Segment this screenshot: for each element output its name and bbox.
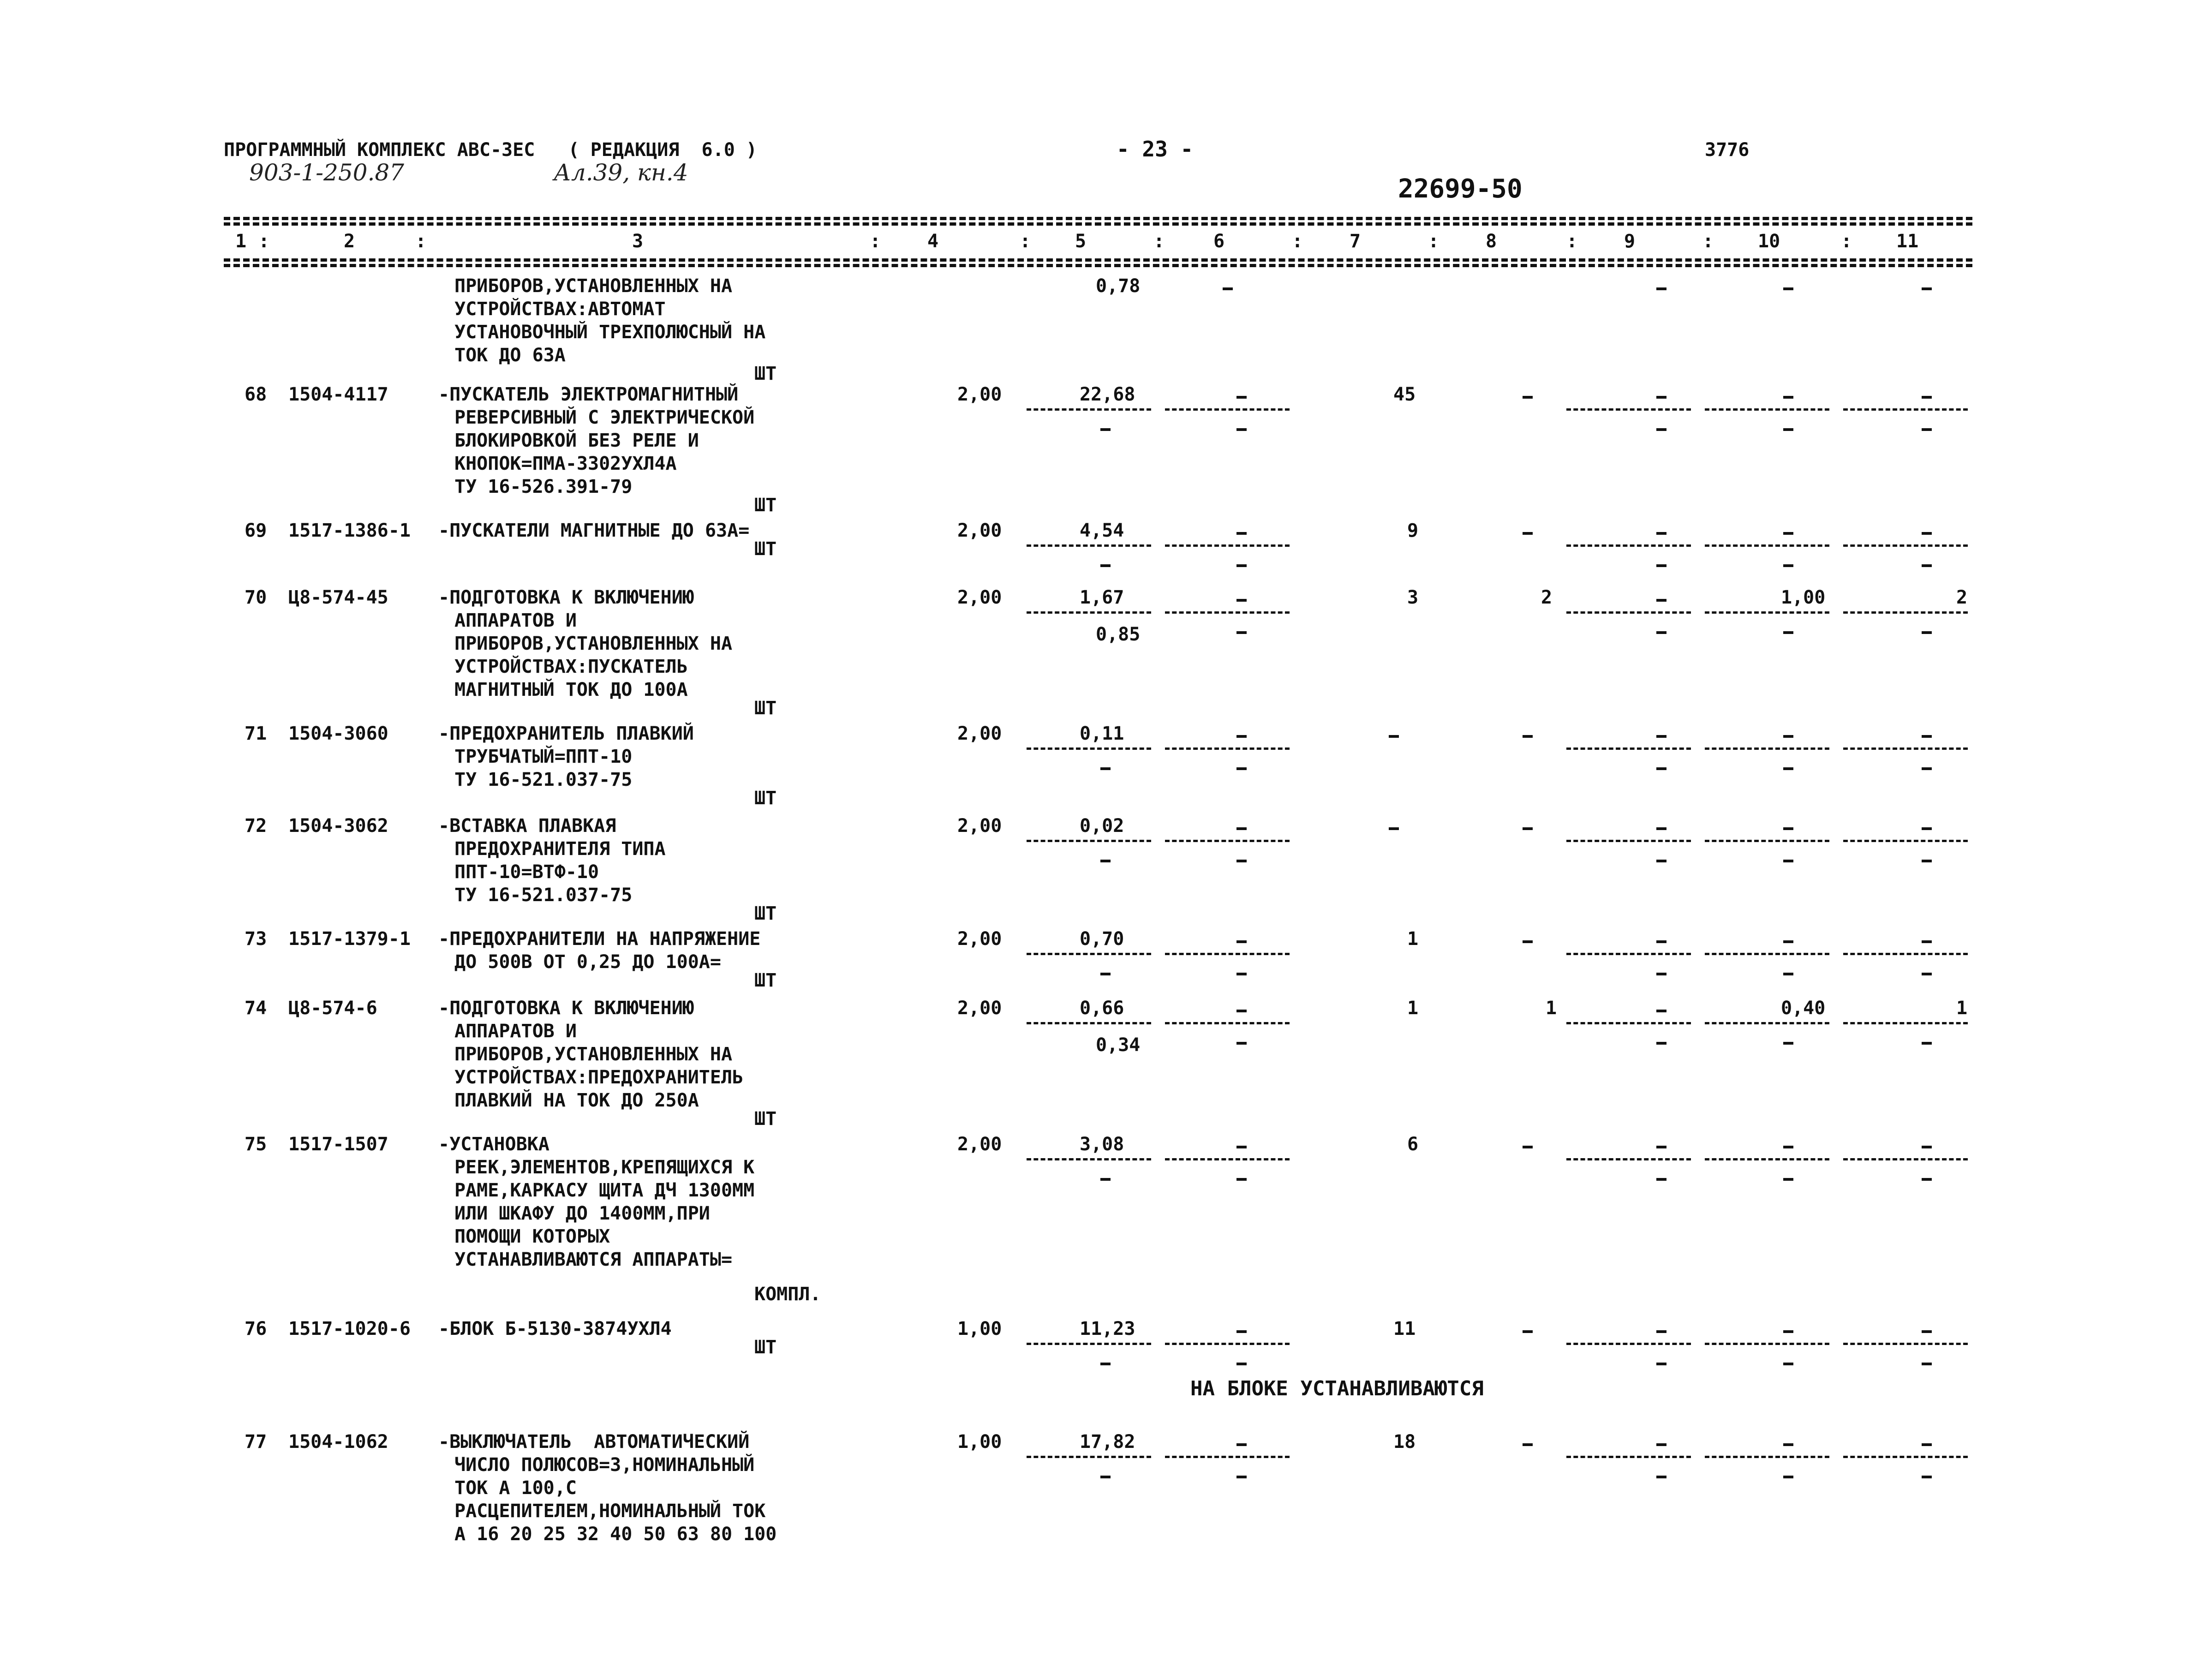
- item-code: 1504-3062: [288, 815, 388, 837]
- dash-mark: [1236, 827, 1247, 830]
- dash-mark: [1656, 1042, 1666, 1045]
- subtotal-rule: [1705, 1343, 1829, 1345]
- description-line: -ПОДГОТОВКА К ВКЛЮЧЕНИЮ: [438, 587, 694, 608]
- cell-col5: 0,70: [1080, 928, 1124, 950]
- item-code: 1517-1507: [288, 1134, 388, 1155]
- column-separator: :: [870, 231, 881, 252]
- row-number: 68: [245, 384, 267, 405]
- dash-mark: [1523, 1146, 1533, 1148]
- dash-mark: [1783, 973, 1793, 975]
- item-code: Ц8-574-45: [288, 587, 388, 608]
- dash-mark: [1100, 1363, 1111, 1365]
- row-number: 75: [245, 1134, 267, 1155]
- cell-col4: 1,00: [957, 1318, 1002, 1339]
- subtotal-rule: [1705, 544, 1829, 547]
- handwritten-album-reference: Ал.39, кн.4: [554, 159, 688, 186]
- description-line: -ПОДГОТОВКА К ВКЛЮЧЕНИЮ: [438, 998, 694, 1019]
- unit-label: ШТ: [754, 1108, 777, 1130]
- subtotal-rule: [1843, 1022, 1968, 1024]
- dash-mark: [1236, 940, 1247, 943]
- dash-mark: [1922, 1330, 1932, 1333]
- dash-mark: [1523, 532, 1533, 535]
- dash-mark: [1783, 860, 1793, 862]
- cell-col5: 1,67: [1080, 587, 1124, 608]
- subtotal-rule: [1566, 747, 1691, 750]
- subtotal-rule: [1843, 408, 1968, 411]
- subtotal-rule: [1843, 1343, 1968, 1345]
- subtotal-rule: [1165, 840, 1290, 842]
- dash-mark: [1236, 1042, 1247, 1045]
- dash-mark: [1236, 973, 1247, 975]
- dash-mark: [1922, 735, 1932, 738]
- header-top-rule: [224, 217, 1972, 220]
- cell-col4: 2,00: [957, 587, 1002, 608]
- subtotal-rule: [1027, 840, 1151, 842]
- cell-col10: 0,40: [1781, 998, 1826, 1019]
- description-line: ТУ 16-521.037-75: [454, 885, 633, 906]
- subtotal-rule: [1705, 953, 1829, 955]
- column-header-8: 8: [1486, 231, 1497, 252]
- description-line: ИЛИ ШКАФУ ДО 1400ММ,ПРИ: [454, 1203, 710, 1224]
- subtotal-rule: [1027, 1456, 1151, 1458]
- cell-col11: 2: [1956, 587, 1968, 608]
- description-line: УСТРОЙСТВАХ:ПУСКАТЕЛЬ: [454, 656, 688, 677]
- cell-col5: 0,66: [1080, 998, 1124, 1019]
- subtotal-rule: [1566, 1456, 1691, 1458]
- description-line: ТРУБЧАТЫЙ=ППТ-10: [454, 746, 633, 767]
- dash-mark: [1656, 631, 1666, 634]
- column-header-11: 11: [1896, 231, 1919, 252]
- item-code: 1517-1379-1: [288, 928, 411, 950]
- cell-col7: 11: [1393, 1318, 1416, 1339]
- dash-mark: [1922, 1042, 1932, 1045]
- dash-mark: [1656, 1010, 1666, 1012]
- dash-mark: [1783, 1363, 1793, 1365]
- column-header-5: 5: [1075, 231, 1087, 252]
- dash-mark: [1922, 973, 1932, 975]
- cell-col11: 1: [1956, 998, 1968, 1019]
- dash-mark: [1922, 396, 1932, 399]
- description-line: ТОК А 100,С: [454, 1477, 577, 1499]
- header-bottom-rule: [224, 258, 1972, 262]
- cell-col7: 45: [1393, 384, 1416, 405]
- column-separator: :: [1153, 231, 1165, 252]
- cell-col4: 1,00: [957, 1431, 1002, 1453]
- dash-mark: [1100, 860, 1111, 862]
- unit-label: ШТ: [754, 788, 777, 809]
- subtotal-rule: [1843, 840, 1968, 842]
- cell-col7: 3: [1407, 587, 1419, 608]
- dash-mark: [1236, 735, 1247, 738]
- column-header-7: 7: [1350, 231, 1361, 252]
- dash-mark: [1100, 1178, 1111, 1181]
- cell-col4: 2,00: [957, 815, 1002, 837]
- column-separator: :: [415, 231, 427, 252]
- dash-mark: [1656, 1178, 1666, 1181]
- subtotal-rule: [1843, 747, 1968, 750]
- item-code: 1517-1386-1: [288, 520, 411, 541]
- dash-mark: [1523, 827, 1533, 830]
- subtotal-rule: [1566, 1022, 1691, 1024]
- subtotal-rule: [1566, 1343, 1691, 1345]
- cell-col5: 0,78: [1096, 275, 1141, 297]
- cell-col7: 1: [1407, 928, 1419, 950]
- subtotal-rule: [1705, 840, 1829, 842]
- description-line: -ПУСКАТЕЛИ МАГНИТНЫЕ ДО 63А=: [438, 520, 750, 541]
- dash-mark: [1236, 1363, 1247, 1365]
- description-line: АППАРАТОВ И: [454, 1021, 577, 1042]
- dash-mark: [1922, 767, 1932, 770]
- subtotal-rule: [1705, 747, 1829, 750]
- subtotal-rule: [1566, 1158, 1691, 1160]
- cell-col4: 2,00: [957, 998, 1002, 1019]
- description-line: РАСЦЕПИТЕЛЕМ,НОМИНАЛЬНЫЙ ТОК: [454, 1501, 766, 1522]
- dash-mark: [1100, 564, 1111, 567]
- cell-col5: 22,68: [1080, 384, 1135, 405]
- cell-col5-second: 0,85: [1096, 624, 1141, 645]
- column-separator: :: [1566, 231, 1578, 252]
- column-separator: :: [1020, 231, 1031, 252]
- subtotal-rule: [1843, 953, 1968, 955]
- dash-mark: [1922, 631, 1932, 634]
- description-line: УСТРОЙСТВАХ:АВТОМАТ: [454, 299, 666, 320]
- description-line: ПРИБОРОВ,УСТАНОВЛЕННЫХ НА: [454, 633, 733, 654]
- cell-col4: 2,00: [957, 1134, 1002, 1155]
- subtotal-rule: [1843, 544, 1968, 547]
- cell-col7: 18: [1393, 1431, 1416, 1453]
- cell-col8: 1: [1546, 998, 1557, 1019]
- cell-col5: 11,23: [1080, 1318, 1135, 1339]
- subtotal-rule: [1566, 408, 1691, 411]
- subtotal-rule: [1165, 953, 1290, 955]
- dash-mark: [1783, 1178, 1793, 1181]
- subtotal-rule: [1165, 1456, 1290, 1458]
- subtotal-rule: [1705, 408, 1829, 411]
- description-line: -БЛОК Б-5130-3874УХЛ4: [438, 1318, 672, 1339]
- subtotal-rule: [1165, 544, 1290, 547]
- row-number: 77: [245, 1431, 267, 1453]
- subtotal-rule: [1027, 953, 1151, 955]
- unit-label: ШТ: [754, 363, 777, 384]
- description-line: ЧИСЛО ПОЛЮСОВ=3,НОМИНАЛЬНЫЙ: [454, 1454, 755, 1476]
- dash-mark: [1236, 631, 1247, 634]
- unit-label: ШТ: [754, 903, 777, 924]
- description-line: ПРЕДОХРАНИТЕЛЯ ТИПА: [454, 838, 666, 860]
- column-header-4: 4: [927, 231, 939, 252]
- subtotal-rule: [1027, 1022, 1151, 1024]
- dash-mark: [1236, 1178, 1247, 1181]
- dash-mark: [1656, 827, 1666, 830]
- dash-mark: [1656, 1363, 1666, 1365]
- dash-mark: [1389, 827, 1399, 830]
- program-title: ПРОГРАММНЫЙ КОМПЛЕКС АВС-3ЕС ( РЕДАКЦИЯ 6.0 ): [224, 139, 757, 161]
- description-line: БЛОКИРОВКОЙ БЕЗ РЕЛЕ И: [454, 430, 699, 451]
- subtotal-rule: [1165, 1158, 1290, 1160]
- subtotal-rule: [1165, 1343, 1290, 1345]
- column-separator: :: [1292, 231, 1303, 252]
- dash-mark: [1783, 532, 1793, 535]
- cell-col4: 2,00: [957, 928, 1002, 950]
- dash-mark: [1523, 1443, 1533, 1446]
- item-code: 1504-1062: [288, 1431, 388, 1453]
- description-line: ПОМОЩИ КОТОРЫХ: [454, 1226, 610, 1247]
- dash-mark: [1922, 1443, 1932, 1446]
- item-code: Ц8-574-6: [288, 998, 377, 1019]
- column-header-1: 1: [235, 231, 247, 252]
- dash-mark: [1922, 428, 1932, 431]
- dash-mark: [1656, 767, 1666, 770]
- dash-mark: [1523, 1330, 1533, 1333]
- subtotal-rule: [1027, 408, 1151, 411]
- dash-mark: [1783, 767, 1793, 770]
- dash-mark: [1656, 973, 1666, 975]
- dash-mark: [1783, 428, 1793, 431]
- subtotal-rule: [1566, 953, 1691, 955]
- subtotal-rule: [1027, 747, 1151, 750]
- cell-col5: 4,54: [1080, 520, 1124, 541]
- dash-mark: [1656, 1146, 1666, 1148]
- dash-mark: [1236, 564, 1247, 567]
- dash-mark: [1523, 940, 1533, 943]
- dash-mark: [1922, 1363, 1932, 1365]
- unit-label: ШТ: [754, 1337, 777, 1358]
- cell-col8: 2: [1541, 587, 1553, 608]
- dash-mark: [1783, 564, 1793, 567]
- description-line: МАГНИТНЫЙ ТОК ДО 100А: [454, 679, 688, 700]
- description-line: А 16 20 25 32 40 50 63 80 100: [454, 1524, 777, 1545]
- sheet-code: 3776: [1705, 139, 1750, 161]
- row-number: 71: [245, 723, 267, 744]
- row-number: 76: [245, 1318, 267, 1339]
- unit-label-kompl: КОМПЛ.: [754, 1284, 821, 1305]
- column-header-3: 3: [632, 231, 644, 252]
- dash-mark: [1100, 428, 1111, 431]
- cell-col4: 2,00: [957, 520, 1002, 541]
- description-line: -ПРЕДОХРАНИТЕЛЬ ПЛАВКИЙ: [438, 723, 694, 744]
- subtotal-rule: [1566, 544, 1691, 547]
- dash-mark: [1656, 396, 1666, 399]
- dash-mark: [1656, 428, 1666, 431]
- column-separator: :: [1702, 231, 1714, 252]
- dash-mark: [1783, 827, 1793, 830]
- dash-mark: [1783, 1330, 1793, 1333]
- description-line: ДО 500В ОТ 0,25 ДО 100А=: [454, 951, 721, 973]
- subtotal-rule: [1165, 408, 1290, 411]
- page-number: - 23 -: [1117, 137, 1194, 161]
- unit-label: ШТ: [754, 495, 777, 516]
- dash-mark: [1656, 287, 1666, 290]
- row-number: 73: [245, 928, 267, 950]
- cell-col5: 0,02: [1080, 815, 1124, 837]
- dash-mark: [1783, 1146, 1793, 1148]
- dash-mark: [1656, 940, 1666, 943]
- description-line: УСТАНАВЛИВАЮТСЯ АППАРАТЫ=: [454, 1249, 733, 1270]
- dash-mark: [1783, 1443, 1793, 1446]
- dash-mark: [1236, 1146, 1247, 1148]
- dash-mark: [1656, 735, 1666, 738]
- dash-mark: [1656, 564, 1666, 567]
- description-line: УСТРОЙСТВАХ:ПРЕДОХРАНИТЕЛЬ: [454, 1067, 744, 1088]
- dash-mark: [1236, 396, 1247, 399]
- column-separator: :: [1841, 231, 1852, 252]
- column-header-10: 10: [1758, 231, 1780, 252]
- subtotal-rule: [1705, 611, 1829, 614]
- dash-mark: [1922, 564, 1932, 567]
- description-line: РЕЕК,ЭЛЕМЕНТОВ,КРЕПЯЩИХСЯ К: [454, 1157, 755, 1178]
- subtotal-rule: [1165, 1022, 1290, 1024]
- subtotal-rule: [1566, 840, 1691, 842]
- dash-mark: [1236, 599, 1247, 602]
- row-number: 70: [245, 587, 267, 608]
- dash-mark: [1100, 973, 1111, 975]
- subtotal-rule: [1705, 1022, 1829, 1024]
- dash-mark: [1236, 1010, 1247, 1012]
- cell-col7: 6: [1407, 1134, 1419, 1155]
- dash-mark: [1656, 532, 1666, 535]
- subtotal-rule: [1027, 544, 1151, 547]
- cell-col4: 2,00: [957, 723, 1002, 744]
- description-line: ТУ 16-526.391-79: [454, 476, 633, 497]
- description-line: -ВСТАВКА ПЛАВКАЯ: [438, 815, 616, 837]
- dash-mark: [1523, 735, 1533, 738]
- dash-mark: [1236, 428, 1247, 431]
- description-line: ТОК ДО 63А: [454, 345, 566, 366]
- description-line: РАМЕ,КАРКАСУ ЩИТА ДЧ 1300ММ: [454, 1180, 755, 1201]
- subtotal-rule: [1566, 611, 1691, 614]
- dash-mark: [1922, 287, 1932, 290]
- dash-mark: [1236, 860, 1247, 862]
- dash-mark: [1223, 287, 1233, 290]
- dash-mark: [1100, 1476, 1111, 1478]
- unit-label: ШТ: [754, 698, 777, 719]
- dash-mark: [1236, 1330, 1247, 1333]
- dash-mark: [1100, 767, 1111, 770]
- subtotal-rule: [1705, 1456, 1829, 1458]
- description-line: ППТ-10=ВТФ-10: [454, 861, 599, 883]
- cell-col7: 1: [1407, 998, 1419, 1019]
- dash-mark: [1922, 940, 1932, 943]
- dash-mark: [1236, 1476, 1247, 1478]
- block-note: НА БЛОКЕ УСТАНАВЛИВАЮТСЯ: [1190, 1377, 1484, 1400]
- row-number: 72: [245, 815, 267, 837]
- dash-mark: [1656, 1443, 1666, 1446]
- description-line: УСТАНОВОЧНЫЙ ТРЕХПОЛЮСНЫЙ НА: [454, 322, 766, 343]
- description-line: -УСТАНОВКА: [438, 1134, 550, 1155]
- subtotal-rule: [1027, 1158, 1151, 1160]
- subtotal-rule: [1165, 611, 1290, 614]
- description-line: -ВЫКЛЮЧАТЕЛЬ АВТОМАТИЧЕСКИЙ: [438, 1431, 750, 1453]
- cell-col10: 1,00: [1781, 587, 1826, 608]
- description-line: ПЛАВКИЙ НА ТОК ДО 250А: [454, 1090, 699, 1111]
- dash-mark: [1783, 396, 1793, 399]
- dash-mark: [1656, 1330, 1666, 1333]
- dash-mark: [1656, 860, 1666, 862]
- dash-mark: [1783, 631, 1793, 634]
- dash-mark: [1922, 827, 1932, 830]
- description-line: -ПУСКАТЕЛЬ ЭЛЕКТРОМАГНИТНЫЙ: [438, 384, 739, 405]
- row-number: 69: [245, 520, 267, 541]
- dash-mark: [1783, 1042, 1793, 1045]
- dash-mark: [1922, 1178, 1932, 1181]
- header-bottom-rule-2: [224, 264, 1972, 267]
- description-line: ПРИБОРОВ,УСТАНОВЛЕННЫХ НА: [454, 1044, 733, 1065]
- description-line: -ПРЕДОХРАНИТЕЛИ НА НАПРЯЖЕНИЕ: [438, 928, 761, 950]
- cell-col5: 3,08: [1080, 1134, 1124, 1155]
- unit-label: ШТ: [754, 970, 777, 991]
- subtotal-rule: [1843, 1456, 1968, 1458]
- subtotal-rule: [1843, 611, 1968, 614]
- item-code: 1504-3060: [288, 723, 388, 744]
- dash-mark: [1783, 735, 1793, 738]
- header-top-rule-2: [224, 222, 1972, 226]
- subtotal-rule: [1165, 747, 1290, 750]
- dash-mark: [1656, 1476, 1666, 1478]
- cell-col5: 17,82: [1080, 1431, 1135, 1453]
- subtotal-rule: [1705, 1158, 1829, 1160]
- unit-label: ШТ: [754, 538, 777, 560]
- dash-mark: [1922, 532, 1932, 535]
- description-line: РЕВЕРСИВНЫЙ С ЭЛЕКТРИЧЕСКОЙ: [454, 407, 755, 428]
- dash-mark: [1922, 1476, 1932, 1478]
- dash-mark: [1236, 767, 1247, 770]
- description-line: АППАРАТОВ И: [454, 610, 577, 631]
- item-code: 1517-1020-6: [288, 1318, 411, 1339]
- row-number: 74: [245, 998, 267, 1019]
- dash-mark: [1922, 860, 1932, 862]
- description-line: ТУ 16-521.037-75: [454, 769, 633, 790]
- column-header-2: 2: [344, 231, 355, 252]
- document-number: 22699-50: [1398, 174, 1523, 204]
- dash-mark: [1236, 1443, 1247, 1446]
- cell-col5-second: 0,34: [1096, 1034, 1141, 1056]
- dash-mark: [1783, 287, 1793, 290]
- column-header-9: 9: [1624, 231, 1636, 252]
- cell-col4: 2,00: [957, 384, 1002, 405]
- description-line: КНОПОК=ПМА-3302УХЛ4А: [454, 453, 677, 474]
- subtotal-rule: [1027, 1343, 1151, 1345]
- item-code: 1504-4117: [288, 384, 388, 405]
- dash-mark: [1523, 396, 1533, 399]
- subtotal-rule: [1027, 611, 1151, 614]
- cell-col7: 9: [1407, 520, 1419, 541]
- column-separator: :: [1428, 231, 1439, 252]
- description-line: ПРИБОРОВ,УСТАНОВЛЕННЫХ НА: [454, 275, 733, 297]
- dash-mark: [1389, 735, 1399, 738]
- column-separator: :: [258, 231, 270, 252]
- dash-mark: [1236, 532, 1247, 535]
- dash-mark: [1922, 1146, 1932, 1148]
- dash-mark: [1656, 599, 1666, 602]
- handwritten-project-number: 903-1-250.87: [249, 159, 404, 186]
- dash-mark: [1783, 1476, 1793, 1478]
- subtotal-rule: [1843, 1158, 1968, 1160]
- dash-mark: [1783, 940, 1793, 943]
- cell-col5: 0,11: [1080, 723, 1124, 744]
- column-header-6: 6: [1213, 231, 1225, 252]
